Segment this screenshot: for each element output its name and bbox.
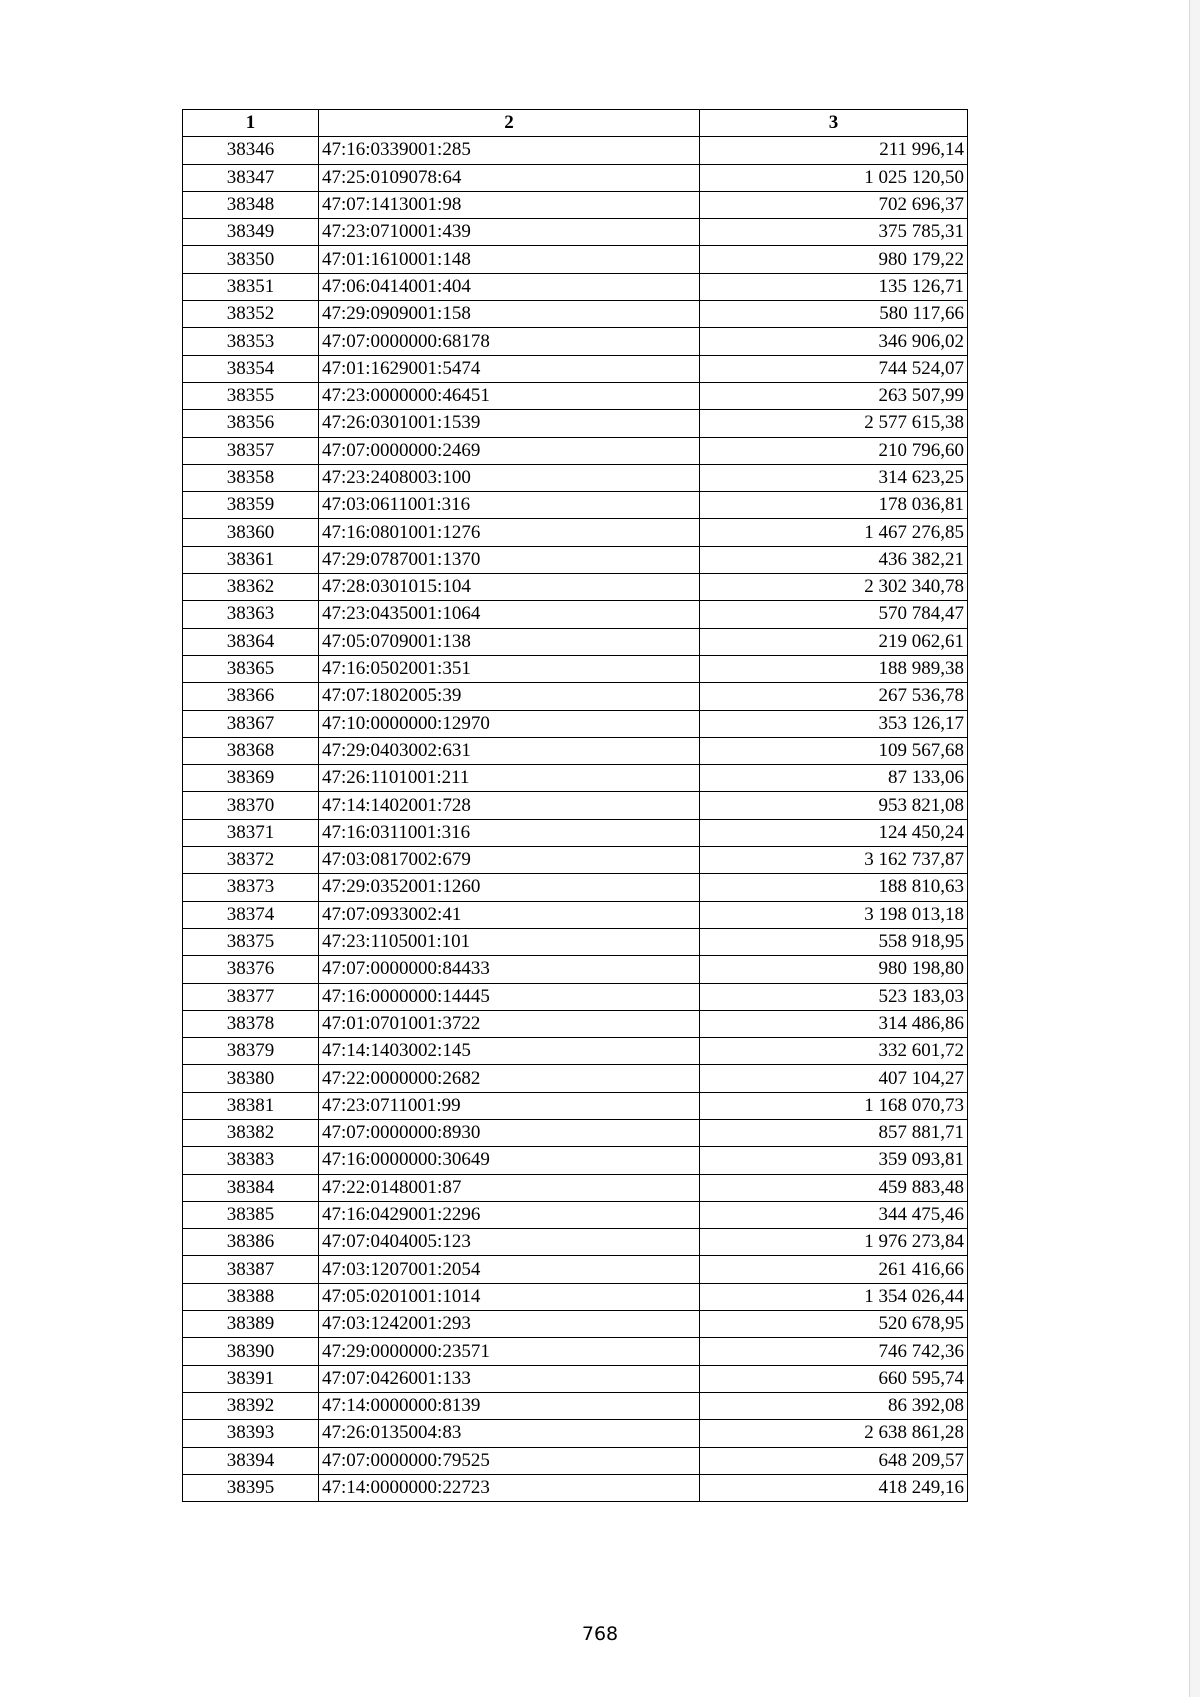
cadastral-number-cell: 47:26:0135004:83 [319,1420,700,1447]
value-cell: 459 883,48 [700,1174,968,1201]
table-row [183,792,968,819]
row-number-cell: 38394 [183,1447,319,1474]
table-row [183,901,968,928]
cadastral-number-cell: 47:14:0000000:22723 [319,1474,700,1501]
table-row [183,301,968,328]
value-cell: 261 416,66 [700,1256,968,1283]
row-number-cell: 38347 [183,164,319,191]
value-cell: 263 507,99 [700,382,968,409]
value-cell: 702 696,37 [700,191,968,218]
row-number-cell: 38377 [183,983,319,1010]
table-row [183,847,968,874]
table-row [183,1283,968,1310]
table-row [183,737,968,764]
table-row [183,355,968,382]
row-number-cell: 38362 [183,574,319,601]
value-cell: 953 821,08 [700,792,968,819]
cadastral-number-cell: 47:14:0000000:8139 [319,1392,700,1419]
row-number-cell: 38390 [183,1338,319,1365]
cadastral-number-cell: 47:23:0000000:46451 [319,382,700,409]
cadastral-number-cell: 47:07:0000000:68178 [319,328,700,355]
cadastral-number-cell: 47:05:0709001:138 [319,628,700,655]
value-cell: 580 117,66 [700,301,968,328]
value-cell: 188 989,38 [700,655,968,682]
row-number-cell: 38352 [183,301,319,328]
value-cell: 219 062,61 [700,628,968,655]
row-number-cell: 38357 [183,437,319,464]
row-number-cell: 38354 [183,355,319,382]
table-row [183,956,968,983]
cadastral-number-cell: 47:29:0403002:631 [319,737,700,764]
table-row [183,1010,968,1037]
cadastral-number-cell: 47:07:0426001:133 [319,1365,700,1392]
cadastral-number-cell: 47:28:0301015:104 [319,574,700,601]
header-col-1: 1 [183,110,319,137]
table-row [183,492,968,519]
row-number-cell: 38353 [183,328,319,355]
cadastral-number-cell: 47:07:0000000:84433 [319,956,700,983]
row-number-cell: 38368 [183,737,319,764]
cadastral-number-cell: 47:10:0000000:12970 [319,710,700,737]
page-edge [1189,0,1200,1697]
data-table [182,109,968,1502]
row-number-cell: 38382 [183,1119,319,1146]
cadastral-number-cell: 47:29:0909001:158 [319,301,700,328]
row-number-cell: 38365 [183,655,319,682]
value-cell: 353 126,17 [700,710,968,737]
value-cell: 86 392,08 [700,1392,968,1419]
cadastral-number-cell: 47:07:0000000:8930 [319,1119,700,1146]
cadastral-number-cell: 47:14:1402001:728 [319,792,700,819]
cadastral-number-cell: 47:26:0301001:1539 [319,410,700,437]
row-number-cell: 38346 [183,137,319,164]
table-row [183,1256,968,1283]
table-row [183,246,968,273]
value-cell: 188 810,63 [700,874,968,901]
row-number-cell: 38351 [183,273,319,300]
value-cell: 314 486,86 [700,1010,968,1037]
cadastral-number-cell: 47:23:1105001:101 [319,928,700,955]
table-row [183,1392,968,1419]
row-number-cell: 38386 [183,1229,319,1256]
table-row [183,574,968,601]
value-cell: 980 198,80 [700,956,968,983]
row-number-cell: 38379 [183,1038,319,1065]
table-row [183,519,968,546]
value-cell: 135 126,71 [700,273,968,300]
value-cell: 332 601,72 [700,1038,968,1065]
cadastral-number-cell: 47:07:0000000:2469 [319,437,700,464]
row-number-cell: 38378 [183,1010,319,1037]
cadastral-number-cell: 47:29:0352001:1260 [319,874,700,901]
table-row [183,928,968,955]
value-cell: 1 354 026,44 [700,1283,968,1310]
table-body [183,137,968,1502]
table-row [183,273,968,300]
value-cell: 211 996,14 [700,137,968,164]
value-cell: 980 179,22 [700,246,968,273]
value-cell: 2 302 340,78 [700,574,968,601]
table-row [183,1229,968,1256]
value-cell: 267 536,78 [700,683,968,710]
cadastral-number-cell: 47:03:0611001:316 [319,492,700,519]
table-row [183,328,968,355]
row-number-cell: 38375 [183,928,319,955]
table-row [183,437,968,464]
row-number-cell: 38366 [183,683,319,710]
cadastral-number-cell: 47:22:0148001:87 [319,1174,700,1201]
table-row [183,819,968,846]
value-cell: 570 784,47 [700,601,968,628]
row-number-cell: 38371 [183,819,319,846]
table-row [183,1338,968,1365]
value-cell: 210 796,60 [700,437,968,464]
cadastral-number-cell: 47:23:0711001:99 [319,1092,700,1119]
table-row [183,219,968,246]
header-row [183,110,968,137]
value-cell: 1 168 070,73 [700,1092,968,1119]
row-number-cell: 38384 [183,1174,319,1201]
value-cell: 1 467 276,85 [700,519,968,546]
row-number-cell: 38361 [183,546,319,573]
cadastral-number-cell: 47:29:0787001:1370 [319,546,700,573]
row-number-cell: 38360 [183,519,319,546]
row-number-cell: 38367 [183,710,319,737]
row-number-cell: 38363 [183,601,319,628]
value-cell: 648 209,57 [700,1447,968,1474]
cadastral-number-cell: 47:06:0414001:404 [319,273,700,300]
value-cell: 2 638 861,28 [700,1420,968,1447]
value-cell: 124 450,24 [700,819,968,846]
table-row [183,601,968,628]
table-row [183,164,968,191]
row-number-cell: 38356 [183,410,319,437]
table-row [183,546,968,573]
table-row [183,874,968,901]
row-number-cell: 38349 [183,219,319,246]
cadastral-number-cell: 47:03:1207001:2054 [319,1256,700,1283]
header-col-2: 2 [319,110,700,137]
row-number-cell: 38350 [183,246,319,273]
table-row [183,710,968,737]
table-row [183,382,968,409]
table-row [183,1201,968,1228]
cadastral-number-cell: 47:16:0311001:316 [319,819,700,846]
table-row [183,1311,968,1338]
value-cell: 520 678,95 [700,1311,968,1338]
cadastral-number-cell: 47:23:2408003:100 [319,464,700,491]
cadastral-number-cell: 47:23:0435001:1064 [319,601,700,628]
row-number-cell: 38364 [183,628,319,655]
table-row [183,1092,968,1119]
table-row [183,628,968,655]
value-cell: 2 577 615,38 [700,410,968,437]
value-cell: 3 162 737,87 [700,847,968,874]
value-cell: 109 567,68 [700,737,968,764]
row-number-cell: 38395 [183,1474,319,1501]
row-number-cell: 38348 [183,191,319,218]
table-row [183,1174,968,1201]
row-number-cell: 38358 [183,464,319,491]
value-cell: 359 093,81 [700,1147,968,1174]
table-row [183,1474,968,1501]
cadastral-number-cell: 47:07:1802005:39 [319,683,700,710]
cadastral-number-cell: 47:01:0701001:3722 [319,1010,700,1037]
table-header [183,110,968,137]
table-row [183,191,968,218]
table-row [183,983,968,1010]
cadastral-number-cell: 47:29:0000000:23571 [319,1338,700,1365]
row-number-cell: 38372 [183,847,319,874]
cadastral-number-cell: 47:07:1413001:98 [319,191,700,218]
cadastral-number-cell: 47:01:1610001:148 [319,246,700,273]
cadastral-number-cell: 47:16:0801001:1276 [319,519,700,546]
cadastral-number-cell: 47:16:0000000:30649 [319,1147,700,1174]
value-cell: 375 785,31 [700,219,968,246]
row-number-cell: 38373 [183,874,319,901]
cadastral-number-cell: 47:16:0000000:14445 [319,983,700,1010]
value-cell: 407 104,27 [700,1065,968,1092]
row-number-cell: 38392 [183,1392,319,1419]
value-cell: 746 742,36 [700,1338,968,1365]
row-number-cell: 38355 [183,382,319,409]
value-cell: 436 382,21 [700,546,968,573]
cadastral-number-cell: 47:03:1242001:293 [319,1311,700,1338]
row-number-cell: 38388 [183,1283,319,1310]
cadastral-number-cell: 47:07:0000000:79525 [319,1447,700,1474]
value-cell: 744 524,07 [700,355,968,382]
cadastral-number-cell: 47:07:0404005:123 [319,1229,700,1256]
value-cell: 344 475,46 [700,1201,968,1228]
row-number-cell: 38387 [183,1256,319,1283]
value-cell: 857 881,71 [700,1119,968,1146]
value-cell: 346 906,02 [700,328,968,355]
cadastral-number-cell: 47:16:0429001:2296 [319,1201,700,1228]
value-cell: 523 183,03 [700,983,968,1010]
row-number-cell: 38370 [183,792,319,819]
cadastral-number-cell: 47:05:0201001:1014 [319,1283,700,1310]
value-cell: 314 623,25 [700,464,968,491]
value-cell: 418 249,16 [700,1474,968,1501]
value-cell: 558 918,95 [700,928,968,955]
table-row [183,410,968,437]
cadastral-number-cell: 47:01:1629001:5474 [319,355,700,382]
row-number-cell: 38381 [183,1092,319,1119]
cadastral-number-cell: 47:23:0710001:439 [319,219,700,246]
table-row [183,655,968,682]
table-row [183,765,968,792]
table-row [183,1447,968,1474]
table-row [183,1147,968,1174]
row-number-cell: 38393 [183,1420,319,1447]
header-col-3: 3 [700,110,968,137]
page-number: 768 [581,1623,619,1645]
row-number-cell: 38389 [183,1311,319,1338]
cadastral-number-cell: 47:14:1403002:145 [319,1038,700,1065]
table-row [183,1420,968,1447]
table-row [183,1065,968,1092]
value-cell: 660 595,74 [700,1365,968,1392]
cadastral-number-cell: 47:22:0000000:2682 [319,1065,700,1092]
row-number-cell: 38385 [183,1201,319,1228]
row-number-cell: 38380 [183,1065,319,1092]
value-cell: 1 976 273,84 [700,1229,968,1256]
cadastral-number-cell: 47:16:0339001:285 [319,137,700,164]
row-number-cell: 38391 [183,1365,319,1392]
table-row [183,683,968,710]
cadastral-number-cell: 47:03:0817002:679 [319,847,700,874]
cadastral-number-cell: 47:07:0933002:41 [319,901,700,928]
row-number-cell: 38359 [183,492,319,519]
table-row [183,1119,968,1146]
row-number-cell: 38383 [183,1147,319,1174]
table-row [183,137,968,164]
table-row [183,1038,968,1065]
row-number-cell: 38374 [183,901,319,928]
row-number-cell: 38369 [183,765,319,792]
value-cell: 1 025 120,50 [700,164,968,191]
row-number-cell: 38376 [183,956,319,983]
cadastral-number-cell: 47:25:0109078:64 [319,164,700,191]
table-row [183,1365,968,1392]
cadastral-number-cell: 47:16:0502001:351 [319,655,700,682]
table-row [183,464,968,491]
value-cell: 178 036,81 [700,492,968,519]
value-cell: 3 198 013,18 [700,901,968,928]
value-cell: 87 133,06 [700,765,968,792]
cadastral-number-cell: 47:26:1101001:211 [319,765,700,792]
